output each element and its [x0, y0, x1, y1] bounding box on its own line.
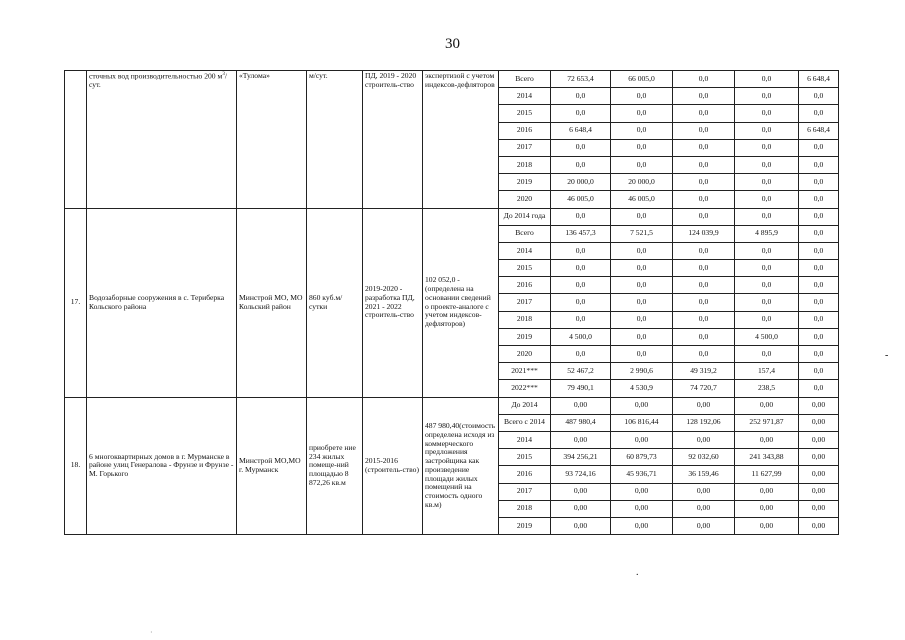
total-cell: 46 005,0: [551, 191, 611, 208]
fund-2-cell: 0,0: [673, 156, 735, 173]
year-cell: 2022***: [499, 380, 551, 397]
fund-2-cell: 0,0: [673, 88, 735, 105]
fund-4-cell: 0,00: [799, 431, 839, 448]
fund-3-cell: 0,0: [735, 260, 799, 277]
fund-3-cell: 0,0: [735, 105, 799, 122]
year-cell: 2016: [499, 466, 551, 483]
period-cell: 2019-2020 - разработка ПД, 2021 - 2022 строитель-ство: [363, 208, 423, 397]
year-cell: 2018: [499, 156, 551, 173]
total-cell: 0,00: [551, 483, 611, 500]
object-name-sup: 3: [222, 72, 225, 77]
fund-4-cell: 0,0: [799, 139, 839, 156]
fund-2-cell: 0,0: [673, 71, 735, 88]
cost-note-cell: 102 052,0 - (определена на основании сведений о проекте-аналоге с учетом индексов-дефляторов): [423, 208, 499, 397]
year-cell: Всего с 2014: [499, 414, 551, 431]
year-cell: 2018: [499, 500, 551, 517]
fund-1-cell: 0,0: [611, 88, 673, 105]
fund-2-cell: 0,0: [673, 242, 735, 259]
year-cell: 2014: [499, 431, 551, 448]
fund-2-cell: 49 319,2: [673, 363, 735, 380]
fund-2-cell: 0,0: [673, 260, 735, 277]
year-cell: 2014: [499, 88, 551, 105]
year-cell: 2021***: [499, 363, 551, 380]
fund-1-cell: 0,0: [611, 294, 673, 311]
fund-3-cell: 0,0: [735, 346, 799, 363]
fund-4-cell: 0,0: [799, 277, 839, 294]
fund-1-cell: 0,0: [611, 311, 673, 328]
fund-2-cell: 0,00: [673, 500, 735, 517]
fund-2-cell: 128 192,06: [673, 414, 735, 431]
fund-3-cell: 0,0: [735, 191, 799, 208]
year-cell: 2018: [499, 311, 551, 328]
fund-4-cell: 0,0: [799, 242, 839, 259]
fund-1-cell: 0,00: [611, 500, 673, 517]
total-cell: 487 980,4: [551, 414, 611, 431]
fund-1-cell: 45 936,71: [611, 466, 673, 483]
total-cell: 72 653,4: [551, 71, 611, 88]
stray-mark: ·: [150, 628, 153, 637]
fund-1-cell: 0,0: [611, 156, 673, 173]
fund-4-cell: 0,0: [799, 294, 839, 311]
fund-4-cell: 0,0: [799, 328, 839, 345]
fund-1-cell: 60 879,73: [611, 449, 673, 466]
stray-mark: -: [885, 350, 889, 361]
fund-2-cell: 0,0: [673, 346, 735, 363]
year-cell: 2017: [499, 483, 551, 500]
capacity-cell: м/сут.: [307, 71, 363, 209]
year-cell: 2020: [499, 191, 551, 208]
total-cell: 0,00: [551, 517, 611, 534]
year-cell: Всего: [499, 71, 551, 88]
fund-1-cell: 106 816,44: [611, 414, 673, 431]
fund-2-cell: 0,00: [673, 431, 735, 448]
fund-3-cell: 0,0: [735, 156, 799, 173]
total-cell: 79 490,1: [551, 380, 611, 397]
fund-1-cell: 0,0: [611, 242, 673, 259]
fund-1-cell: 0,0: [611, 208, 673, 225]
fund-3-cell: 4 500,0: [735, 328, 799, 345]
fund-4-cell: 0,0: [799, 363, 839, 380]
total-cell: 0,00: [551, 397, 611, 414]
fund-2-cell: 0,0: [673, 328, 735, 345]
capacity-cell: приобрете ние 234 жилых помеще-ний площадью 8 872,26 кв.м: [307, 397, 363, 535]
fund-4-cell: 0,0: [799, 380, 839, 397]
fund-1-cell: 4 530,9: [611, 380, 673, 397]
fund-3-cell: 0,0: [735, 122, 799, 139]
fund-2-cell: 124 039,9: [673, 225, 735, 242]
stray-mark: .: [636, 567, 639, 578]
fund-2-cell: 0,00: [673, 483, 735, 500]
fund-3-cell: 0,0: [735, 208, 799, 225]
cost-note-cell: 487 980,40(стоимость определена исходя из коммерческого предложения застройщика как произведение площади жилых помещений на стоимость одного кв.м): [423, 397, 499, 535]
year-cell: 2019: [499, 517, 551, 534]
object-name-text: сточных вод производительностью 200 м: [89, 71, 223, 81]
total-cell: 6 648,4: [551, 122, 611, 139]
program-table: [64, 70, 839, 535]
fund-1-cell: 0,00: [611, 483, 673, 500]
total-cell: 0,0: [551, 208, 611, 225]
fund-2-cell: 74 720,7: [673, 380, 735, 397]
fund-3-cell: 238,5: [735, 380, 799, 397]
fund-2-cell: 0,0: [673, 174, 735, 191]
table-row: [65, 397, 839, 414]
customer-cell: «Тулома»: [237, 71, 307, 209]
capacity-cell: 860 куб.м/сутки: [307, 208, 363, 397]
fund-3-cell: 0,00: [735, 500, 799, 517]
fund-4-cell: 0,00: [799, 500, 839, 517]
fund-4-cell: 0,0: [799, 208, 839, 225]
fund-4-cell: 0,00: [799, 466, 839, 483]
fund-3-cell: 0,0: [735, 294, 799, 311]
year-cell: 2014: [499, 242, 551, 259]
year-cell: 2017: [499, 294, 551, 311]
total-cell: 0,00: [551, 431, 611, 448]
fund-3-cell: 0,00: [735, 517, 799, 534]
fund-3-cell: 0,0: [735, 174, 799, 191]
fund-2-cell: 0,0: [673, 277, 735, 294]
fund-2-cell: 0,0: [673, 105, 735, 122]
object-number: [65, 71, 87, 209]
fund-4-cell: 0,00: [799, 397, 839, 414]
total-cell: 0,00: [551, 500, 611, 517]
total-cell: 0,0: [551, 139, 611, 156]
fund-2-cell: 0,0: [673, 191, 735, 208]
fund-2-cell: 0,0: [673, 294, 735, 311]
total-cell: 0,0: [551, 105, 611, 122]
fund-3-cell: 0,0: [735, 242, 799, 259]
fund-4-cell: 0,0: [799, 311, 839, 328]
total-cell: 0,0: [551, 260, 611, 277]
fund-4-cell: 0,00: [799, 483, 839, 500]
object-number: 17.: [65, 208, 87, 397]
fund-1-cell: 0,0: [611, 328, 673, 345]
fund-2-cell: 0,0: [673, 139, 735, 156]
total-cell: 0,0: [551, 277, 611, 294]
total-cell: 0,0: [551, 156, 611, 173]
year-cell: 2016: [499, 277, 551, 294]
fund-4-cell: 0,0: [799, 225, 839, 242]
fund-3-cell: 4 895,9: [735, 225, 799, 242]
fund-3-cell: 241 343,88: [735, 449, 799, 466]
table-row: [65, 208, 839, 225]
fund-1-cell: 0,0: [611, 277, 673, 294]
fund-4-cell: 6 648,4: [799, 122, 839, 139]
object-number: 18.: [65, 397, 87, 535]
customer-cell: Минстрой МО, МО Кольский район: [237, 208, 307, 397]
year-cell: 2020: [499, 346, 551, 363]
fund-3-cell: 0,0: [735, 311, 799, 328]
year-cell: 2015: [499, 449, 551, 466]
fund-3-cell: 11 627,99: [735, 466, 799, 483]
object-name: [87, 397, 237, 535]
total-cell: 20 000,0: [551, 174, 611, 191]
fund-4-cell: 0,00: [799, 449, 839, 466]
fund-1-cell: 0,0: [611, 139, 673, 156]
total-cell: 0,0: [551, 311, 611, 328]
fund-3-cell: 0,00: [735, 397, 799, 414]
fund-1-cell: 7 521,5: [611, 225, 673, 242]
total-cell: 394 256,21: [551, 449, 611, 466]
fund-4-cell: 0,0: [799, 191, 839, 208]
year-cell: 2019: [499, 174, 551, 191]
fund-1-cell: 0,0: [611, 260, 673, 277]
fund-1-cell: 2 990,6: [611, 363, 673, 380]
fund-2-cell: 0,00: [673, 517, 735, 534]
fund-1-cell: 0,0: [611, 346, 673, 363]
total-cell: 0,0: [551, 294, 611, 311]
total-cell: 52 467,2: [551, 363, 611, 380]
year-cell: Всего: [499, 225, 551, 242]
fund-4-cell: 0,0: [799, 105, 839, 122]
object-name: [87, 208, 237, 397]
cost-note-cell: экспертизой с учетом индексов-дефляторов: [423, 71, 499, 209]
fund-3-cell: 157,4: [735, 363, 799, 380]
fund-2-cell: 36 159,46: [673, 466, 735, 483]
period-cell: ПД, 2019 - 2020 строитель-ство: [363, 71, 423, 209]
table-row: [65, 71, 839, 88]
fund-1-cell: 0,0: [611, 122, 673, 139]
fund-4-cell: 6 648,4: [799, 71, 839, 88]
fund-3-cell: 0,0: [735, 71, 799, 88]
fund-4-cell: 0,0: [799, 88, 839, 105]
fund-3-cell: 0,0: [735, 139, 799, 156]
fund-4-cell: 0,00: [799, 517, 839, 534]
total-cell: 136 457,3: [551, 225, 611, 242]
total-cell: 0,0: [551, 346, 611, 363]
fund-1-cell: 0,00: [611, 517, 673, 534]
fund-1-cell: 0,0: [611, 105, 673, 122]
fund-1-cell: 66 005,0: [611, 71, 673, 88]
object-name-text: Водозаборные сооружения в с. Териберка Кольского района: [89, 292, 225, 311]
total-cell: 4 500,0: [551, 328, 611, 345]
fund-1-cell: 20 000,0: [611, 174, 673, 191]
fund-1-cell: 0,00: [611, 397, 673, 414]
fund-4-cell: 0,0: [799, 156, 839, 173]
fund-2-cell: 0,0: [673, 208, 735, 225]
fund-2-cell: 0,00: [673, 397, 735, 414]
object-name-suffix: /сут.: [89, 71, 227, 90]
fund-3-cell: 0,0: [735, 88, 799, 105]
page-number: 30: [445, 36, 460, 52]
fund-1-cell: 0,00: [611, 431, 673, 448]
period-cell: 2015-2016 (строитель-ство): [363, 397, 423, 535]
total-cell: 0,0: [551, 242, 611, 259]
total-cell: 93 724,16: [551, 466, 611, 483]
year-cell: 2015: [499, 260, 551, 277]
year-cell: 2019: [499, 328, 551, 345]
fund-2-cell: 0,0: [673, 311, 735, 328]
fund-4-cell: 0,0: [799, 174, 839, 191]
year-cell: До 2014 года: [499, 208, 551, 225]
fund-4-cell: 0,00: [799, 414, 839, 431]
year-cell: 2015: [499, 105, 551, 122]
fund-3-cell: 0,00: [735, 483, 799, 500]
fund-1-cell: 46 005,0: [611, 191, 673, 208]
year-cell: 2017: [499, 139, 551, 156]
fund-3-cell: 0,0: [735, 277, 799, 294]
year-cell: До 2014: [499, 397, 551, 414]
fund-4-cell: 0,0: [799, 346, 839, 363]
fund-4-cell: 0,0: [799, 260, 839, 277]
fund-3-cell: 0,00: [735, 431, 799, 448]
object-name-text: 6 многоквартирных домов в г. Мурманске в районе улиц Генералова - Фрунзе и Фрунзе - М. Горького: [89, 451, 234, 479]
total-cell: 0,0: [551, 88, 611, 105]
customer-cell: Минстрой МО,МО г. Мурманск: [237, 397, 307, 535]
fund-3-cell: 252 971,87: [735, 414, 799, 431]
fund-2-cell: 0,0: [673, 122, 735, 139]
fund-2-cell: 92 032,60: [673, 449, 735, 466]
year-cell: 2016: [499, 122, 551, 139]
object-name: [87, 71, 237, 209]
